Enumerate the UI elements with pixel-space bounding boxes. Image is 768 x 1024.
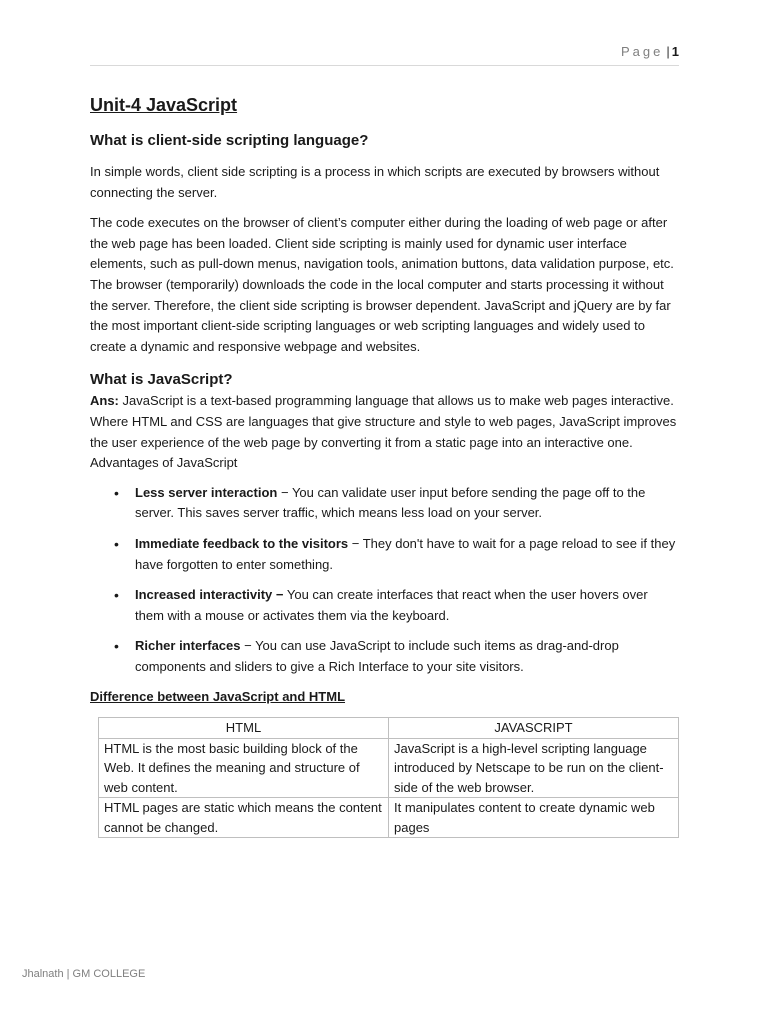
advantage-term: Richer interfaces: [135, 638, 241, 654]
document-body: [90, 92, 680, 838]
client-side-paragraph-2: The code executes on the browser of client’s computer either during the loading of web page or after the web page has been loaded. Client side scripting is mainly used for dynamic user interface elements, such as pull-down menus, navigation tools, animation buttons, data validation purpose, etc. The browser (temporarily) downloads the code in the local computer and starts processing it without the server. Therefore, the client side scripting is browser dependent. JavaScript and jQuery are by far the most important client-side scripting languages or web scripting languages and widely used to create a dynamic and responsive webpage and websites.: [90, 215, 674, 354]
list-item: [114, 636, 680, 677]
table-cell: JavaScript is a high-level scripting language introduced by Netscape to be run on the client-side of the web browser.: [389, 738, 679, 798]
advantage-term: Immediate feedback to the visitors: [135, 535, 349, 551]
bullet: •: [114, 587, 119, 604]
advantage-desc: − They don't have to wait for a page reload to see if they have forgotten to enter something.: [135, 535, 676, 572]
advantages-label: Advantages of JavaScript: [90, 455, 238, 471]
javascript-answer: [90, 391, 680, 453]
page-header: [90, 44, 679, 66]
table-cell: It manipulates content to create dynamic web pages: [389, 798, 679, 838]
column-header-javascript: JAVASCRIPT: [389, 718, 679, 739]
advantage-desc: − You can use JavaScript to include such items as drag-and-drop components and sliders to give a Rich Interface to your site visitors.: [135, 638, 619, 674]
page-separator: |: [666, 44, 670, 59]
client-side-paragraph-1: In simple words, client side scripting is a process in which scripts are executed by browsers without connecting the server.: [90, 164, 660, 200]
table-cell: HTML is the most basic building block of the Web. It defines the meaning and structure of web content.: [99, 738, 389, 798]
table-header-row: [99, 718, 679, 739]
answer-text: JavaScript is a text-based programming language that allows us to make web pages interactive. Where HTML and CSS are languages that give structure and style to web pages, JavaScript improves the user experience of the web page by converting it from a static page into an interactive one.: [90, 393, 677, 450]
bullet: •: [114, 638, 119, 655]
advantage-term: Less server interaction: [135, 484, 278, 500]
table-cell: HTML pages are static which means the content cannot be changed.: [99, 798, 389, 838]
advantage-term: Increased interactivity −: [135, 587, 284, 603]
table-row: [99, 738, 679, 798]
bullet: •: [114, 535, 119, 552]
list-item: [114, 483, 680, 524]
bullet: •: [114, 484, 119, 501]
document-title: Unit-4 JavaScript: [90, 95, 238, 115]
page-footer: Jhalnath | GM COLLEGE: [22, 968, 146, 980]
page-number: 1: [671, 44, 679, 59]
javascript-heading: What is JavaScript?: [90, 371, 233, 389]
table-row: [99, 798, 679, 838]
column-header-html: HTML: [99, 718, 389, 739]
page-label: Page: [621, 44, 664, 59]
list-item: [114, 585, 680, 626]
advantages-list: [90, 483, 680, 678]
list-item: [114, 534, 680, 575]
client-side-heading: What is client-side scripting language?: [90, 132, 369, 149]
advantage-desc: − You can validate user input before sending the page off to the server. This saves server traffic, which means less load on your server.: [135, 484, 646, 521]
difference-table: [98, 717, 679, 838]
advantage-desc: You can create interfaces that react when the user hovers over them with a mouse or activates them via the keyboard.: [135, 587, 648, 623]
difference-heading: Difference between JavaScript and HTML: [90, 689, 346, 705]
answer-label: Ans:: [90, 393, 119, 409]
